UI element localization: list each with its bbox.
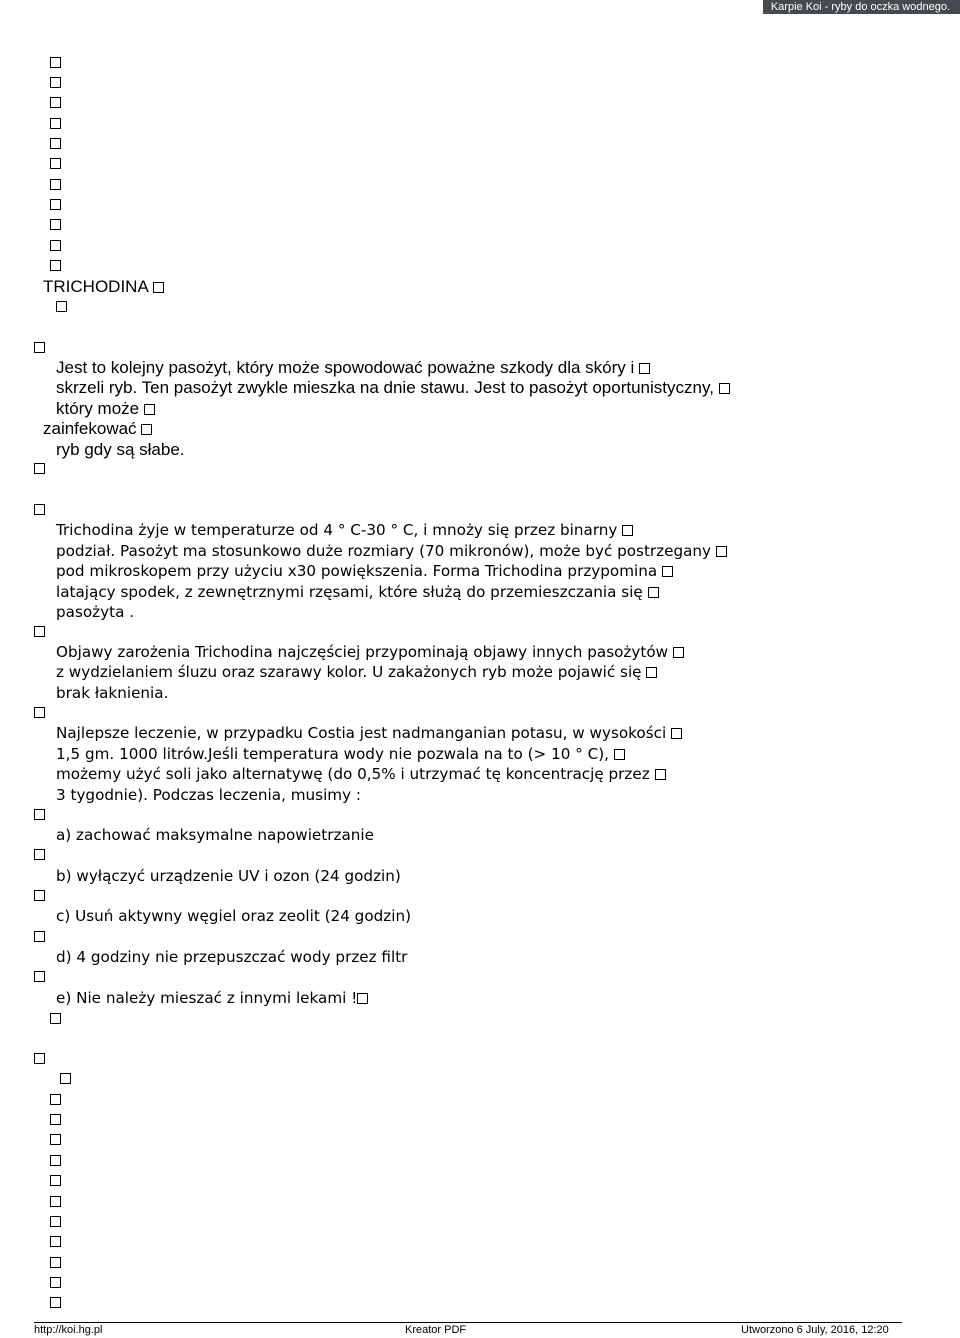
p1-line: zainfekować (43, 419, 152, 439)
empty-square-icon (50, 1216, 61, 1227)
step-item: e) Nie należy mieszać z innymi lekami ! (56, 988, 368, 1008)
step-item: a) zachować maksymalne napowietrzanie (56, 826, 374, 844)
footer-created: Utworzono 6 July, 2016, 12:20 (741, 1324, 889, 1336)
empty-square-icon (719, 383, 730, 394)
empty-square-icon (50, 97, 61, 108)
empty-square-icon (50, 1236, 61, 1247)
empty-square-icon (50, 1134, 61, 1145)
empty-square-icon (646, 667, 657, 678)
p3-line: brak łaknienia. (56, 684, 169, 702)
empty-square-icon (50, 1155, 61, 1166)
footer-url[interactable]: http://koi.hg.pl (34, 1324, 103, 1336)
p4-line: 3 tygodnie). Podczas leczenia, musimy : (56, 786, 362, 804)
empty-square-icon (34, 707, 45, 718)
empty-square-icon (655, 769, 666, 780)
empty-square-icon (50, 1257, 61, 1268)
empty-square-icon (60, 1073, 71, 1084)
footer-generator: Kreator PDF (405, 1324, 467, 1336)
empty-square-icon (639, 363, 650, 374)
empty-square-icon (34, 1053, 45, 1064)
empty-square-icon (50, 57, 61, 68)
empty-square-icon (34, 342, 45, 353)
p4-line: możemy użyć soli jako alternatywę (do 0,5% i utrzymać tę koncentrację przez (56, 764, 666, 784)
empty-square-icon (34, 931, 45, 942)
empty-square-icon (622, 525, 633, 536)
empty-square-icon (144, 404, 155, 415)
empty-square-icon (50, 138, 61, 149)
section-heading (43, 277, 164, 297)
empty-square-icon (50, 118, 61, 129)
p3-line: z wydzielaniem śluzu oraz szarawy kolor. U zakażonych ryb może pojawić się (56, 662, 657, 682)
step-item: b) wyłączyć urządzenie UV i ozon (24 godzin) (56, 867, 401, 885)
empty-square-icon (357, 993, 368, 1004)
empty-square-icon (671, 728, 682, 739)
p2-line: podział. Pasożyt ma stosunkowo duże rozmiary (70 mikronów), może być postrzegany (56, 541, 727, 561)
p3-line: Objawy zarożenia Trichodina najczęściej przypominają objawy innych pasożytów (56, 642, 684, 662)
empty-square-icon (50, 158, 61, 169)
empty-square-icon (50, 240, 61, 251)
empty-square-icon (50, 1297, 61, 1308)
p4-line: 1,5 gm. 1000 litrów.Jeśli temperatura wody nie pozwala na to (> 10 ° C), (56, 744, 625, 764)
empty-square-icon (648, 587, 659, 598)
empty-square-icon (56, 301, 67, 312)
p2-line: pod mikroskopem przy użyciu x30 powiększenia. Forma Trichodina przypomina (56, 561, 673, 581)
heading-text: TRICHODINA (43, 277, 148, 296)
empty-square-icon (716, 546, 727, 557)
empty-square-icon (50, 179, 61, 190)
empty-square-icon (50, 1114, 61, 1125)
page-header (763, 0, 960, 14)
empty-square-icon (50, 1196, 61, 1207)
empty-square-icon (50, 1277, 61, 1288)
empty-square-icon (153, 282, 164, 293)
empty-square-icon (34, 463, 45, 474)
empty-square-icon (34, 504, 45, 515)
empty-square-icon (34, 849, 45, 860)
empty-square-icon (141, 424, 152, 435)
empty-square-icon (50, 1094, 61, 1105)
p2-line: Trichodina żyje w temperaturze od 4 ° C-30 ° C, i mnoży się przez binarny (56, 520, 633, 540)
empty-square-icon (50, 199, 61, 210)
empty-square-icon (662, 566, 673, 577)
empty-square-icon (50, 1013, 61, 1024)
empty-square-icon (50, 260, 61, 271)
p1-line: który może (56, 399, 155, 419)
empty-square-icon (673, 647, 684, 658)
empty-square-icon (50, 77, 61, 88)
empty-square-icon (34, 809, 45, 820)
empty-square-icon (614, 749, 625, 760)
header-title: Karpie Koi - ryby do oczka wodnego. (770, 1, 950, 13)
step-item: d) 4 godziny nie przepuszczać wody przez filtr (56, 948, 408, 966)
empty-square-icon (34, 971, 45, 982)
p1-line: ryb gdy są słabe. (56, 440, 185, 459)
empty-square-icon (34, 890, 45, 901)
p2-line: pasożyta . (56, 603, 135, 621)
empty-square-icon (50, 219, 61, 230)
step-item: c) Usuń aktywny węgiel oraz zeolit (24 godzin) (56, 907, 412, 925)
empty-square-icon (34, 626, 45, 637)
p2-line: latający spodek, z zewnętrznymi rzęsami, które służą do przemieszczania się (56, 582, 659, 602)
p1-line: Jest to kolejny pasożyt, który może spowodować poważne szkody dla skóry i (56, 358, 650, 378)
p4-line: Najlepsze leczenie, w przypadku Costia jest nadmanganian potasu, w wysokości (56, 723, 682, 743)
p1-line: skrzeli ryb. Ten pasożyt zwykle mieszka na dnie stawu. Jest to pasożyt oportunistyczny, (56, 378, 730, 398)
empty-square-icon (50, 1175, 61, 1186)
